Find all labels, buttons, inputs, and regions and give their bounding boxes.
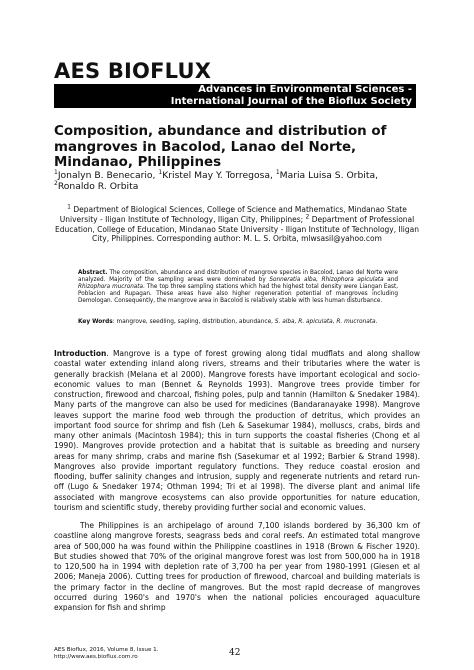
banner-line-1: Advances in Environmental Sciences - [198,84,412,95]
introduction-paragraph: Introduction. Mangrove is a type of forest growing along tidal mudflats and along shallow coastal water extending inland along rivers, streams and their tributaries where the water is generally brackish (Melana et al 2000). Mangrove forests have important ecological and socio-economic values to man (Bennet & Reynolds 1993). Mangrove trees provide timber for construction, firewood and charcoal, fishing poles, pulp and tannin (Hamilton & Snedaker 1984). Many parts of the mangrove can also be used for medicines (Bandaranayake 1998). Mangrove leaves support the marine food web through the production of detritus, which provides an important food source for shrimp and fish (Leh & Sasekumar 1984), molluscs, crabs, birds and many other animals (Macintosh 1984); this in turn supports the coastal fisheries (Chong et al 1990). Mangroves provide protection and a habitat that is suitable as breeding and nursery areas for many shrimp, crabs and marine fish (Sasekumar et al 1992; Barbier & Strand 1998). Mangroves also provide important regulatory functions. They reduce coastal erosion and flooding, buffer salinity changes and intrusion, supply and regenerate nutrients and retard run-off (Lugo & Snedaker 1974; Othman 1994; Tri et al 1998). The diverse plant and animal life associated with mangrove ecosystems can also provide opportunities for nature education, tourism and scientific study, thereby providing further social and economic values. [54,349,420,512]
author-4: $^2$Ronaldo R. Orbita [54,179,139,192]
page-number: 42 [229,648,241,658]
journal-banner [54,84,416,108]
journal-url[interactable]: http://www.aes.bioflux.com.ro [54,654,138,660]
abstract: Abstract. The composition, abundance and distribution of mangrove species in Bacolod, Lanao del Norte were analyzed. Majority of the sampling areas were dominated by Sonneratia alba, Rhizophora apiculata and Rhizophora mucronata. The top three sampling stations which had the highest total density were Liangan East, Poblacion and Rupagan. These areas have also higher regeneration potential of mangroves including Demologan. Consequently, the mangrove area in Bacolod is relatively stable with less human disturbance. [78,270,399,304]
article-title: Composition, abundance and distribution of mangroves in Bacolod, Lanao del Norte, Mindanao, Philippines [54,124,387,170]
abstract-label: Abstract. [78,270,108,276]
keywords-label: Key Words [78,319,113,325]
citation-text: AES Bioflux, 2016, Volume 8, Issue 1. [54,647,159,653]
footer-citation [54,647,159,661]
keywords: Key Words: mangrove, seedling, sapling, distribution, abundance, S. alba, R. apiculata, R. mucronata. [78,319,378,325]
author-1: $^1$Jonalyn B. Benecario, [54,168,159,181]
body-paragraph-2: The Philippines is an archipelago of around 7,100 islands bordered by 36,300 km of coastline along mangrove forests, seagrass beds and coral reefs. An estimated total mangrove area of 500,000 ha was found within the Philippine coastlines in 1918 (Brown & Fischer 1920). But studies showed that 70% of the original mangrove forest was lost from 500,000 ha in 1918 to 120,500 ha in 1994 with depletion rate of 3,700 ha per year from 1980-1991 (Giesen et al 2006; Maneja 2006). Cutting trees for production of firewood, charcoal and building materials is the primary factor in the decline of mangroves. But the most rapid decrease of mangroves occurred during 1960's and 1970's when the national policies encouraged aquaculture expansion for fish and shrimp [54,521,420,612]
author-2: $^1$Kristel May Y. Torregosa, [158,168,276,181]
author-list [54,170,424,192]
journal-name: AES BIOFLUX [54,59,212,83]
banner-line-2: International Journal of the Bioflux Society [170,96,412,107]
affiliations: $^1$ Department of Biological Sciences, College of Science and Mathematics, Mindanao State University - Iligan Institute of Technology, Iligan City, Philippines; $^2$ Department of Professional Education, College of Education, Mindanao State University - Iligan Institute of Technology, Iligan City, Philippines. Corresponding author: M. L. S. Orbita, mlwsasil@yahoo.com [54,203,419,244]
introduction-heading: Introduction [54,349,107,358]
author-3: $^1$Maria Luisa S. Orbita, [275,168,378,181]
